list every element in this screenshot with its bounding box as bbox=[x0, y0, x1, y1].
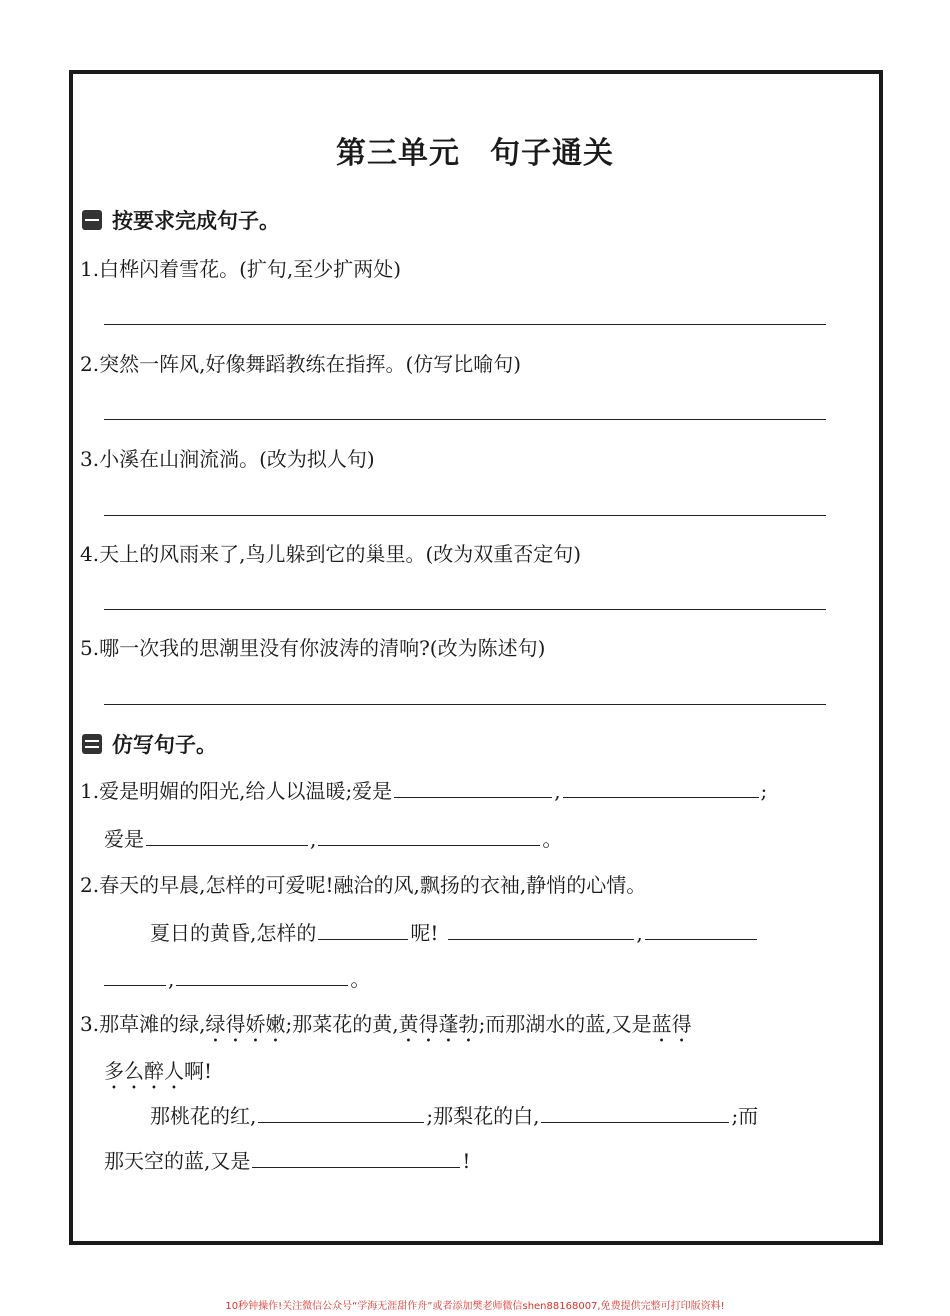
question-2-3-line-3: 那桃花的红, ;那梨花的白, ;而 bbox=[150, 1104, 759, 1128]
question-2-3-line-4: 那天空的蓝,又是 ! bbox=[104, 1149, 471, 1173]
answer-line-1-3[interactable] bbox=[104, 515, 826, 516]
question-1-4: 4.天上的风雨来了,鸟儿躲到它的巢里。(改为双重否定句) bbox=[80, 542, 582, 566]
answer-line-1-4[interactable] bbox=[104, 609, 826, 610]
section-1-heading: 按要求完成句子。 bbox=[82, 205, 280, 235]
question-2-2-line-1: 2.春天的早晨,怎样的可爱呢!融洽的风,飘扬的衣袖,静悄的心情。 bbox=[80, 873, 647, 897]
answer-line-1-2[interactable] bbox=[104, 419, 826, 420]
question-2-2-line-2: 夏日的黄昏,怎样的 呢! , bbox=[150, 917, 759, 946]
blank-2-2-e[interactable] bbox=[176, 965, 348, 986]
answer-line-1-5[interactable] bbox=[104, 704, 826, 705]
blank-2-2-c[interactable] bbox=[645, 919, 757, 940]
question-2-1-line-2: 爱是 , 。 bbox=[104, 827, 563, 851]
question-2-3-line-2: 多么醉人啊! bbox=[104, 1059, 213, 1083]
blank-2-2-d[interactable] bbox=[104, 965, 166, 986]
blank-2-1-a[interactable] bbox=[394, 777, 552, 798]
question-1-1: 1.白桦闪着雪花。(扩句,至少扩两处) bbox=[80, 257, 402, 281]
footer-promo-text: 10秒钟操作!关注微信公众号“学海无涯甜作舟”或者添加樊老师微信shen88168007,免费提供完整可打印版资料! bbox=[225, 1301, 725, 1312]
blank-2-3-a[interactable] bbox=[258, 1102, 424, 1123]
blank-2-3-b[interactable] bbox=[541, 1102, 729, 1123]
section-one-icon bbox=[82, 210, 102, 230]
question-2-1-line-1: 1.爱是明媚的阳光,给人以温暖;爱是 , ; bbox=[80, 779, 768, 803]
section-two-icon bbox=[82, 734, 102, 754]
question-2-3-line-1: 3.那草滩的绿,绿得娇嫩;那菜花的黄,黄得蓬勃;而那湖水的蓝,又是蓝得 bbox=[80, 1012, 692, 1036]
blank-2-2-b[interactable] bbox=[448, 919, 634, 940]
question-1-2: 2.突然一阵风,好像舞蹈教练在指挥。(仿写比喻句) bbox=[80, 352, 522, 376]
page-title: 第三单元 句子通关 bbox=[336, 136, 614, 171]
answer-line-1-1[interactable] bbox=[104, 324, 826, 325]
section-2-heading: 仿写句子。 bbox=[82, 729, 217, 759]
question-1-3: 3.小溪在山涧流淌。(改为拟人句) bbox=[80, 447, 375, 471]
question-2-2-line-3: , 。 bbox=[104, 963, 370, 992]
blank-2-1-b[interactable] bbox=[563, 777, 759, 798]
blank-2-2-a[interactable] bbox=[318, 919, 408, 940]
question-1-5: 5.哪一次我的思潮里没有你波涛的清响?(改为陈述句) bbox=[80, 636, 546, 660]
blank-2-1-d[interactable] bbox=[318, 825, 540, 846]
blank-2-1-c[interactable] bbox=[146, 825, 308, 846]
blank-2-3-c[interactable] bbox=[252, 1147, 460, 1168]
